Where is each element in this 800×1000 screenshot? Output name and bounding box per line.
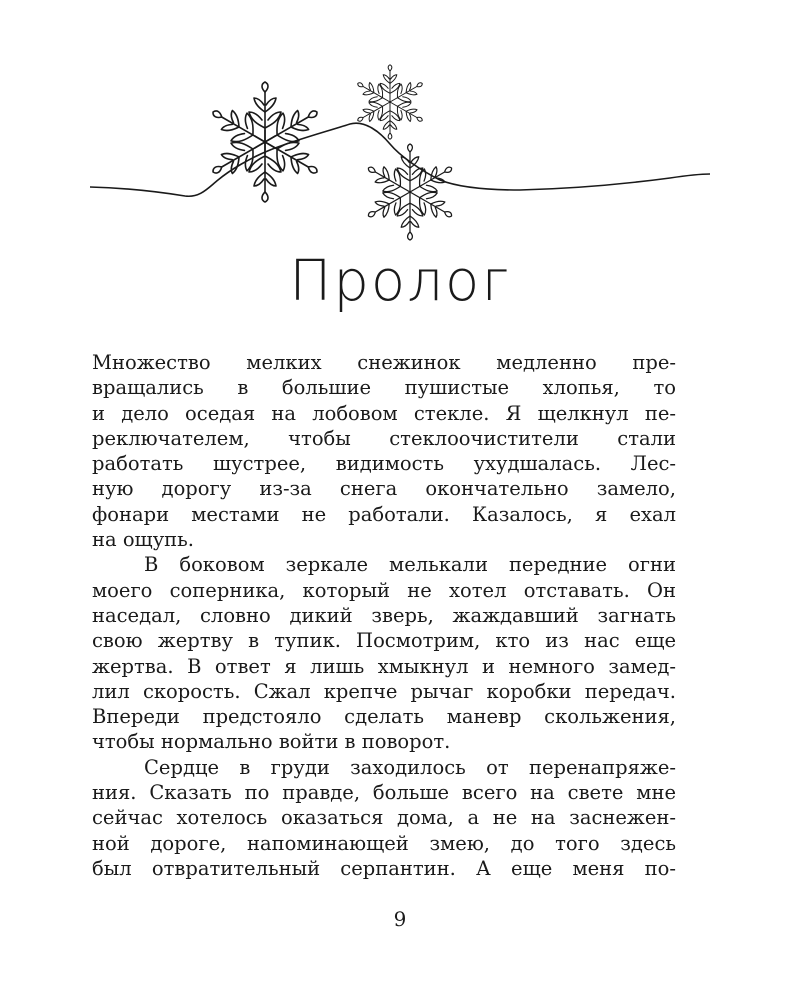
text-line: сейчас хотелось оказаться дома, а не на заснежен- — [92, 806, 676, 830]
text-line: ную дорогу из-за снега окончательно замело, — [92, 477, 676, 501]
text-line: чтобы нормально войти в поворот. — [92, 730, 451, 754]
chapter-title: Пролог — [289, 249, 511, 314]
text-line: работать шустрее, видимость ухудшалась. Лес- — [92, 452, 676, 476]
text-line: и дело оседая на лобовом стекле. Я щелкнул пе- — [92, 401, 676, 425]
text-line: ния. Сказать по правде, больше всего на свете мне — [92, 781, 676, 805]
text-line: моего соперника, который не хотел отставать. Он — [92, 578, 676, 602]
text-line: наседал, словно дикий зверь, жаждавший загнать — [92, 603, 676, 627]
text-line: В боковом зеркале мелькали передние огни — [144, 553, 676, 577]
text-line: Впереди предстояло сделать маневр скольжения, — [92, 705, 676, 729]
text-line: Множество мелких снежинок медленно пре- — [92, 351, 676, 374]
text-line: лил скорость. Сжал крепче рычаг коробки передач. — [92, 679, 676, 703]
text-line: ной дороге, напоминающей змею, до того здесь — [92, 831, 676, 855]
text-line: вращались в большие пушистые хлопья, то — [92, 376, 676, 400]
page-number: 9 — [393, 907, 407, 931]
text-line: фонари местами не работали. Казалось, я ехал — [92, 502, 676, 526]
text-line: свою жертву в тупик. Посмотрим, кто из нас еще — [92, 629, 676, 653]
snowflake-line-art-icon — [90, 62, 710, 252]
text-line: на ощупь. — [92, 528, 194, 552]
body-text — [92, 350, 676, 881]
text-line: Сердце в груди заходилось от перенапряже- — [144, 755, 676, 779]
text-line: жертва. В ответ я лишь хмыкнул и немного замед- — [92, 654, 676, 678]
text-line: был отвратительный серпантин. А еще меня по- — [92, 856, 676, 880]
text-line: реключателем, чтобы стеклоочистители стали — [92, 426, 676, 450]
